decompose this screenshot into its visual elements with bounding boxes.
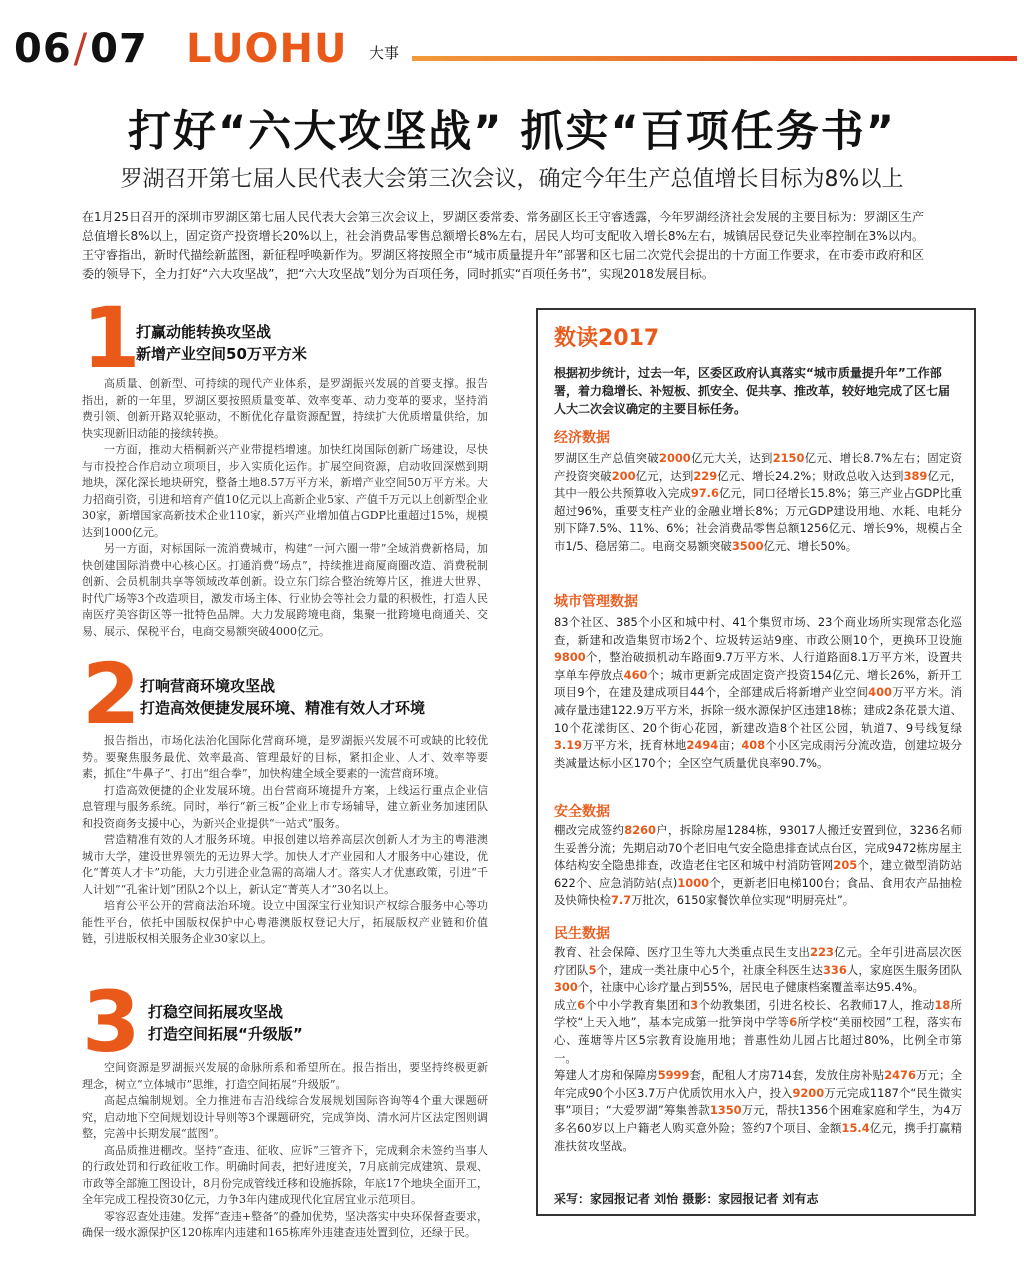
city-management-heading: 城市管理数据 <box>554 594 638 610</box>
economy-text <box>554 450 962 556</box>
economy-paragraph <box>554 450 962 556</box>
highlighted-figure: 6 <box>577 997 586 1012</box>
section-paragraph: 培育公平公开的营商法治环境。设立中国深宝行业知识产权综合服务中心等功能性平台，依托中国版权保护中心粤港澳版权登记大厅，拓展版权产业链和价值链，引进版权相关服务企业30家以上。 <box>82 899 488 945</box>
page-number-right: 07 <box>90 26 148 72</box>
text-run: 成立 <box>554 997 578 1012</box>
section-paragraph: 空间资源是罗湖振兴发展的命脉所系和希望所在。报告指出，要坚持终极更新理念，树立“立体城市”思维，打造空间拓展“升级版”。 <box>82 1061 488 1091</box>
section-1-number: 1 <box>82 289 141 387</box>
sidebar-intro: 根据初步统计，过去一年，区委区政府认真落实“城市质量提升年”工作部署，着力稳增长、补短板、抓安全、促共享、推改革，较好地完成了区七届人大二次会议确定的主要目标任务。 <box>554 366 951 416</box>
livelihood-paragraph <box>554 944 962 997</box>
page-number-left: 06 <box>14 26 72 72</box>
section-paragraph: 打造高效便捷的企业发展环境。出台营商环境提升方案，上线运行重点企业信息管理与服务系统。同时，举行“新三板”企业上市专场辅导，建立新业务加速团队和投资商务支援中心，为新兴企业提供“一站式”服务。 <box>82 783 488 830</box>
highlighted-figure: 15.4 <box>841 1120 870 1135</box>
text-run: 个；城市更新完成固定资产投资154亿元、增长26%，新开工项目9个，在建及建成项目44个，全部建成后将新增产业空间 <box>554 667 962 700</box>
text-run: 所学校“美丽校园”工程，落实布心、莲塘等片区5宗教育设施用地；普惠性幼儿园占比超过80%，比例全市第一。 <box>554 1015 962 1065</box>
livelihood-paragraph <box>554 1067 962 1155</box>
highlighted-figure: 2494 <box>686 738 719 753</box>
text-run: 个中小学教育集团和 <box>585 997 691 1012</box>
page-header <box>14 26 1014 72</box>
highlighted-figure: 9800 <box>554 650 586 665</box>
section-paragraph: 零容忍查处违建。发挥“查违+整备”的叠加优势，坚决落实中央环保督查要求，确保一级水源保护区120栋库内违建和165栋库外违建查违处置到位，还绿于民。 <box>82 1209 488 1239</box>
highlighted-figure: 200 <box>611 468 636 483</box>
text-run: 万平方米。消减存量违建122.9万平方米，拆除一级水源保护区违建18栋；建成2条花景大道、10个花漾街区、20个街心花园，新建改造8个社区公园，轨道7、9号线复绿 <box>554 685 962 735</box>
text-run: 亿元、增长50%。 <box>763 538 858 553</box>
highlighted-figure: 5 <box>588 962 597 977</box>
highlighted-figure: 1350 <box>709 1103 742 1118</box>
section-3-subtitle: 打造空间拓展“升级版” <box>148 1025 303 1043</box>
section-paragraph: 另一方面，对标国际一流消费城市，构建“一河六圈一带”全域消费新格局，加快创建国际消费中心核心区。打通消费“场点”，持续推进商厦商圈改造、消费税制创新、会员机制共享等领域改革创新。设立东门综合整治统筹片区，推进大世界、时代广场等3个改造项目，激发市场主体、行业协会等社会力量的积极性，打造人民南医疗美容街区等一批特色品牌。大力发展跨境电商，集聚一批跨境电商通关、交易、展示、保税平台，电商交易额突破4000亿元。 <box>82 542 488 638</box>
highlighted-figure: 1000 <box>677 875 710 890</box>
highlighted-figure: 2000 <box>659 451 691 465</box>
highlighted-figure: 223 <box>810 945 834 959</box>
section-paragraph: 高质量、创新型、可持续的现代产业体系，是罗湖振兴发展的首要支撑。报告指出，新的一年里，罗湖区要按照质量变革、效率变革、动力变革的要求，坚持消费引领、创新开路双轮驱动，不断优化存量资源配置，持续扩大优质增量供给，加快实现新旧动能的接续转换。 <box>82 377 488 440</box>
text-run: 棚改完成签约 <box>554 823 625 837</box>
highlighted-figure: 3500 <box>731 538 764 553</box>
section-2-body <box>82 733 488 948</box>
section-3-title: 打稳空间拓展攻坚战 <box>148 1003 284 1021</box>
section-paragraph: 高起点编制规划。全力推进布吉沿线综合发展规划国际咨询等4个重大课题研究，启动地下空间规划设计导则等3个课题研究，完成笋岗、清水河片区法定图则调整，完善中长期发展“蓝图”。 <box>82 1094 488 1140</box>
highlighted-figure: 2150 <box>772 451 805 465</box>
highlighted-figure: 2476 <box>884 1068 916 1083</box>
text-run: 人，家庭医生服务团队 <box>846 962 962 977</box>
highlighted-figure: 389 <box>903 468 928 483</box>
city-management-text <box>554 614 962 772</box>
economy-heading: 经济数据 <box>554 430 610 446</box>
text-run: 83个社区、385个小区和城中村、41个集贸市场、23个商业场所实现常态化巡查，新建和改造集贸市场2个、垃圾转运站9座、市政公厕10个，更换环卫设施 <box>554 615 962 647</box>
section-1-subtitle: 新增产业空间50万平方米 <box>136 345 307 363</box>
section-2-number: 2 <box>82 645 141 743</box>
highlighted-figure: 460 <box>623 667 648 682</box>
section-paragraph: 高品质推进棚改。坚持“查违、征收、应诉”三管齐下，完成剩余未签约当事人的行政处罚和行政征收工作。明确时间表，把好进度关，7月底前完成建筑、景观、市政等全部施工图设计，8月份完成管线迁移和设施拆除，年底17个地块全面开工，全年完成工程投资30亿元，力争3年内建成现代化宜居宜业示范项目。 <box>82 1143 488 1206</box>
highlighted-figure: 3 <box>690 997 699 1012</box>
text-run: 亿元，同口径增长15.8%；第三产业占GDP比重超过96%，重要支柱产业的金融业增长8%；万元GDP建设用地、水耗、电耗分别下降7.5%、11%、6%；社会消费品零售总额1256亿元、增长9%，规模占全市1/5、稳居第二。电商交易额突破 <box>554 486 962 553</box>
text-run: 个，社康中心诊疗量占到55%，居民电子健康档案覆盖率达95.4%。 <box>577 980 925 995</box>
highlighted-figure: 300 <box>554 980 578 995</box>
highlighted-figure: 18 <box>934 997 951 1012</box>
text-run: 个，整治破损机动车路面9.7万平方米、人行道路面8.1万平方米，设置共享单车停放点 <box>554 650 962 682</box>
text-run: 所学校“上天入地”，基本完成第一批笋岗中学等 <box>554 997 962 1030</box>
intro-paragraph: 在1月25日召开的深圳市罗湖区第七届人民代表大会第三次会议上，罗湖区委常委、常务副区长王守睿透露，今年罗湖经济社会发展的主要目标为：罗湖区生产总值增长8%以上，固定资产投资增长20%以上，社会消费品零售总额增长8%左右，居民人均可支配收入增长8%左右，城镇居民登记失业率控制在3%以内。王守睿指出，新时代描绘新蓝图，新征程呼唤新作为。罗湖区将按照全市“城市质量提升年”部署和区七届二次党代会提出的十方面工作要求，在市委市政府和区委的领导下，全力打好“六大攻坚战”，把“六大攻坚战”划分为百项任务，同时抓实“百项任务书”，实现2018发展目标。 <box>82 210 924 281</box>
highlighted-figure: 5999 <box>657 1068 690 1083</box>
text-run: 罗湖区生产总值突破 <box>554 451 660 465</box>
section-3-number: 3 <box>82 973 141 1071</box>
highlighted-figure: 229 <box>693 468 718 483</box>
text-run: 亿元大关，达到 <box>690 451 773 465</box>
section-1-body <box>82 376 488 640</box>
highlighted-figure: 9200 <box>792 1085 825 1100</box>
headline: 打好“六大攻坚战” 抓实“百项任务书” <box>127 107 896 157</box>
city-management-paragraph <box>554 614 962 772</box>
livelihood-paragraph <box>554 997 962 1067</box>
highlighted-figure: 8260 <box>624 823 656 837</box>
text-run: 万平方米，抚育林地 <box>582 738 687 753</box>
text-run: 个，建成一类社康中心5个，社康全科医生达 <box>596 962 823 977</box>
highlighted-figure: 400 <box>868 685 892 700</box>
header-accent-bar <box>412 56 1017 61</box>
text-run: 万元完成1187个“民生微实事”项目；“大爱罗湖”筹集善款 <box>554 1085 962 1118</box>
text-run: 亿元，其中一般公共预算收入完成 <box>554 468 962 501</box>
text-run: 个幼教集团，引进名校长、名教师17人，推动 <box>698 997 935 1012</box>
section-2-title: 打响营商环境攻坚战 <box>140 677 276 695</box>
section-2-subtitle: 打造高效便捷发展环境、精准有效人才环境 <box>140 699 426 717</box>
text-run: 万元，帮扶1356个困难家庭和学生，为4万多名60岁以上户籍老人购买意外险；签约7个项目、金额 <box>554 1103 962 1135</box>
text-run: 筹建人才房和保障房 <box>554 1068 658 1083</box>
livelihood-text <box>554 944 962 1155</box>
section-paragraph: 报告指出，市场化法治化国际化营商环境，是罗湖振兴发展不可或缺的比较优势。要聚焦服务最优、效率最高、管理最好的目标，紧扣企业、人才、效率等要素，抓住“牛鼻子”、打出“组合拳”，加快构建全域全要素的一流营商环境。 <box>82 734 488 780</box>
text-run: 个，更新老旧电梯100台；食品、食用农产品抽检及快筛快检 <box>554 875 962 908</box>
section-paragraph: 营造精准有效的人才服务环境。申报创建以培养高层次创新人才为主的粤港澳城市大学，建设世界领先的无边界大学。加快人才产业园和人才服务中心建设，优化“菁英人才卡”功能，大力引进企业急需的高端人才。落实人才优惠政策，引进“千人计划”“孔雀计划”团队2个以上，新认定“菁英人才”30名以上。 <box>82 833 488 896</box>
text-run: 亿元，达到 <box>635 468 694 483</box>
safety-text <box>554 822 962 910</box>
section-paragraph: 一方面，推动大梧桐新兴产业带提档增速。加快红岗国际创新广场建设，尽快与市投控合作启动立项项目，步入实质化运作。扩展空间资源，启动收回深燃到期地块，深化深长地块研究，整备土地8.57万平方米，新增产业空间50万平方米。大力招商引资，引进和培育产值10亿元以上高新企业5家、产值千万元以上创新型企业30家，新增国家高新技术企业110家，新兴产业增加值占GDP比重超过15%，规模达到1000亿元。 <box>82 443 488 539</box>
text-run: 亿元、增长8.7%左右；固定资产投资突破 <box>554 451 962 483</box>
safety-heading: 安全数据 <box>554 804 610 820</box>
text-run: 教育、社会保障、医疗卫生等九大类重点民生支出 <box>554 945 811 959</box>
section-3-body <box>82 1060 488 1242</box>
page-numbers <box>14 26 148 72</box>
subheadline: 罗湖召开第七届人民代表大会第三次会议，确定今年生产总值增长目标为8%以上 <box>120 167 904 192</box>
highlighted-figure: 6 <box>789 1015 798 1030</box>
text-run: 亩； <box>718 738 742 753</box>
text-run: 亿元。全年引进高层次医疗团队 <box>554 945 962 977</box>
text-run: 万元；全年完成90个小区3.7万户优质饮用水入户，投入 <box>554 1068 962 1100</box>
page-number-slash: / <box>73 26 89 72</box>
highlighted-figure: 336 <box>822 962 847 977</box>
data-sidebar-box <box>536 308 976 1216</box>
section-tag: 大事 <box>369 44 400 62</box>
highlighted-figure: 97.6 <box>690 486 719 501</box>
highlighted-figure: 3.19 <box>554 738 583 753</box>
text-run: 户，拆除房屋1284栋，93017人搬迁安置到位，3236名师生妥善分流；先期启动70个老旧电气安全隐患排查试点台区，完成9472栋房屋主体结构安全隐患排查，改造老住宅区和城中村消防管网 <box>554 823 962 873</box>
highlighted-figure: 7.7 <box>610 893 632 908</box>
byline-credit: 采写：家园报记者 刘怡 摄影：家园报记者 刘有志 <box>554 1192 819 1206</box>
livelihood-heading: 民生数据 <box>554 926 610 942</box>
section-1-title: 打赢动能转换攻坚战 <box>136 323 272 341</box>
text-run: 亿元，携手打赢精准扶贫攻坚战。 <box>554 1120 962 1153</box>
brand-name: LUOHU <box>186 26 348 72</box>
highlighted-figure: 408 <box>741 738 766 753</box>
text-run: 亿元、增长24.2%；财政总收入达到 <box>717 468 904 483</box>
text-run: 个小区完成雨污分流改造，创建垃圾分类减量达标小区170个；全区空气质量优良率90.7%。 <box>554 738 962 770</box>
sidebar-title: 数读2017 <box>554 326 660 351</box>
highlighted-figure: 205 <box>833 858 858 873</box>
safety-paragraph <box>554 822 962 910</box>
text-run: 个，建立微型消防站622个、应急消防站(点) <box>554 858 962 890</box>
text-run: 套，配租人才房714套，发放住房补贴 <box>689 1068 885 1083</box>
text-run: 万批次，6150家餐饮单位实现“明厨亮灶”。 <box>631 893 855 908</box>
